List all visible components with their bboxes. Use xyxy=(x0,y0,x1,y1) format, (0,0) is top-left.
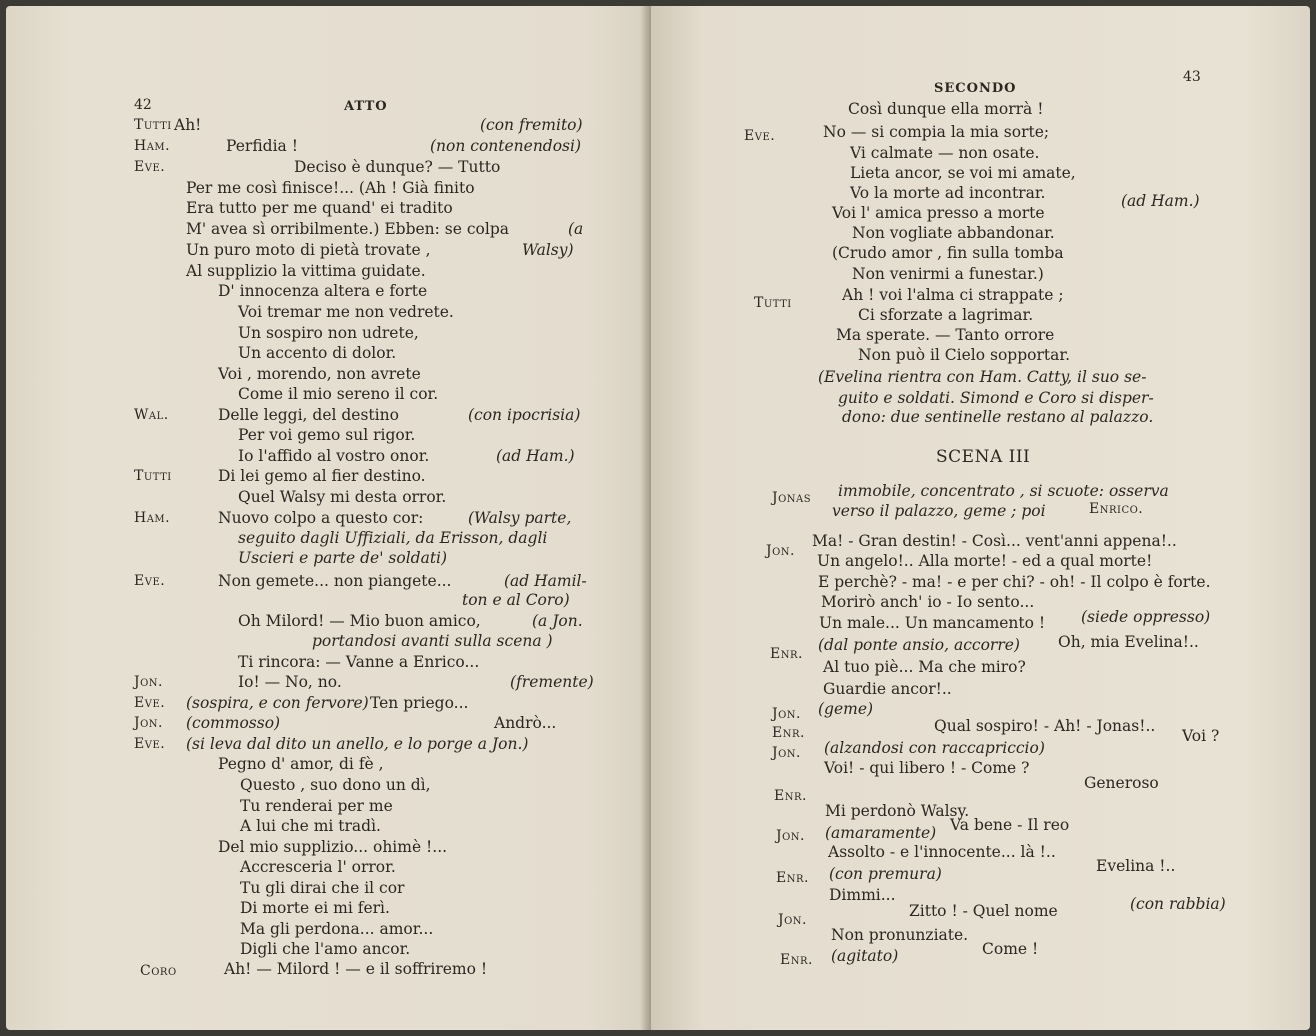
verse-line: Questo , suo dono un dì, xyxy=(240,776,431,794)
verse-line: A lui che mi tradì. xyxy=(240,817,381,835)
verse-line: Assolto - e l'innocente... là !.. xyxy=(828,843,1056,861)
verse-line: Voi ? xyxy=(1182,727,1220,745)
speaker: Coro xyxy=(140,963,177,979)
right-page xyxy=(651,6,1310,1030)
running-head: SECONDO xyxy=(934,81,1017,96)
verse-line: Mi perdonò Walsy. xyxy=(825,802,970,820)
verse-line: Un puro moto di pietà trovate , xyxy=(186,241,431,259)
verse-line: No — si compia la mia sorte; xyxy=(823,123,1050,141)
verse-line: Così dunque ella morrà ! xyxy=(848,100,1044,118)
verse-line: Al supplizio la vittima guidate. xyxy=(186,262,426,280)
verse-line: Ah ! voi l'alma ci strappate ; xyxy=(842,286,1064,304)
stage-direction: Walsy) xyxy=(522,241,574,259)
speaker: Enr. xyxy=(770,646,803,662)
verse-line: Era tutto per me quand' ei tradito xyxy=(186,199,453,217)
character-name: Enrico. xyxy=(1089,501,1144,517)
stage-direction: (siede oppresso) xyxy=(1081,608,1211,626)
verse-line: Andrò... xyxy=(494,714,557,732)
speaker: Ham. xyxy=(134,138,171,154)
stage-direction: (a xyxy=(568,220,584,238)
verse-line: Voi , morendo, non avrete xyxy=(218,365,421,383)
verse-line: E perchè? - ma! - e per chi? - oh! - Il colpo è forte. xyxy=(818,573,1211,591)
speaker: Ham. xyxy=(134,510,171,526)
stage-direction: (con fremito) xyxy=(480,116,583,134)
verse-line: Di morte ei mi ferì. xyxy=(240,899,390,917)
stage-direction: portandosi avanti sulla scena ) xyxy=(312,632,553,650)
stage-direction: immobile, concentrato , si scuote: osserva xyxy=(838,482,1169,500)
stage-direction: (geme) xyxy=(818,700,874,718)
verse-line: Nuovo colpo a questo cor: xyxy=(218,509,424,527)
verse-line: Tu gli dirai che il cor xyxy=(240,879,405,897)
speaker: Jon. xyxy=(766,543,796,559)
verse-line: M' avea sì orribilmente.) Ebben: se colpa xyxy=(186,220,509,238)
verse-line: Ah! — Milord ! — e il soffriremo ! xyxy=(224,960,488,978)
stage-direction: (con rabbia) xyxy=(1130,895,1226,913)
verse-line: Non pronunziate. xyxy=(831,926,969,944)
verse-line: Digli che l'amo ancor. xyxy=(240,940,411,958)
speaker: Jon. xyxy=(778,912,808,928)
verse-line: Quel Walsy mi desta orror. xyxy=(238,488,447,506)
page-number: 43 xyxy=(1183,69,1201,85)
speaker: Jon. xyxy=(772,745,802,761)
stage-direction: (fremente) xyxy=(510,673,594,691)
stage-direction: (Walsy parte, xyxy=(468,509,572,527)
speaker: Enr. xyxy=(776,870,809,886)
verse-line: Vi calmate — non osate. xyxy=(850,144,1040,162)
verse-line: Io! — No, no. xyxy=(238,673,342,691)
verse-line: Non può il Cielo sopportar. xyxy=(858,346,1070,364)
left-page xyxy=(6,6,651,1030)
verse-line: Al tuo piè... Ma che miro? xyxy=(823,658,1026,676)
verse-line: Come il mio sereno il cor. xyxy=(238,385,439,403)
verse-line: Per voi gemo sul rigor. xyxy=(238,426,416,444)
speaker: Jon. xyxy=(134,674,164,690)
verse-line: Lieta ancor, se voi mi amate, xyxy=(850,164,1076,182)
stage-direction: (ad Ham.) xyxy=(496,447,575,465)
stage-direction: dono: due sentinelle restano al palazzo. xyxy=(842,408,1154,426)
verse-line: Ti rincora: — Vanne a Enrico... xyxy=(238,653,480,671)
stage-direction: (si leva dal dito un anello, e lo porge a Jon.) xyxy=(186,735,529,753)
verse-line: Ma gli perdona... amor... xyxy=(240,920,434,938)
speaker: Enr. xyxy=(780,952,813,968)
verse-line: Deciso è dunque? — Tutto xyxy=(294,158,501,176)
verse-line: D' innocenza altera e forte xyxy=(218,282,428,300)
stage-direction: (Evelina rientra con Ham. Catty, il suo se- xyxy=(818,368,1147,386)
speaker: Enr. xyxy=(774,788,807,804)
verse-line: Vo la morte ad incontrar. xyxy=(850,184,1046,202)
stage-direction: guito e soldati. Simond e Coro si disper- xyxy=(838,389,1154,407)
verse-line: Generoso xyxy=(1084,774,1159,792)
verse-line: Pegno d' amor, di fè , xyxy=(218,755,384,773)
verse-line: Guardie ancor!.. xyxy=(823,680,952,698)
stage-direction: Uscieri e parte de' soldati) xyxy=(238,549,448,567)
verse-line: Del mio supplizio... ohimè !... xyxy=(218,838,448,856)
speaker: Jon. xyxy=(134,715,164,731)
verse-line: Zitto ! - Quel nome xyxy=(909,902,1058,920)
speaker: Tutti xyxy=(754,295,792,311)
stage-direction: (a Jon. xyxy=(532,612,583,630)
verse-line: Perfidia ! xyxy=(226,137,298,155)
speaker: Eve. xyxy=(134,573,166,589)
speaker: Tutti xyxy=(134,117,172,133)
stage-direction: (agitato) xyxy=(831,947,899,965)
stage-direction: (ad Ham.) xyxy=(1121,192,1200,210)
speaker: Eve. xyxy=(134,695,166,711)
verse-line: Accresceria l' orror. xyxy=(240,858,396,876)
speaker: Jon. xyxy=(772,706,802,722)
verse-line: Come ! xyxy=(982,940,1039,958)
verse-line: Ma! - Gran destin! - Così... vent'anni appena!.. xyxy=(812,532,1177,550)
verse-line: Evelina !.. xyxy=(1096,857,1176,875)
verse-line: Non venirmi a funestar.) xyxy=(852,265,1044,283)
verse-line: Morirò anch' io - Io sento... xyxy=(821,593,1035,611)
stage-direction: (dal ponte ansio, accorre) xyxy=(818,636,1020,654)
speaker: Enr. xyxy=(772,725,805,741)
speaker: Eve. xyxy=(134,736,166,752)
stage-direction: (sospira, e con fervore) xyxy=(186,694,369,712)
speaker: Jonas xyxy=(772,490,812,506)
stage-direction: ton e al Coro) xyxy=(462,591,570,609)
verse-line: (Crudo amor , fin sulla tomba xyxy=(832,244,1064,262)
verse-line: Un male... Un mancamento ! xyxy=(819,614,1046,632)
verse-line: Non gemete... non piangete... xyxy=(218,572,452,590)
verse-line: Un sospiro non udrete, xyxy=(238,324,419,342)
stage-direction: (amaramente) xyxy=(825,824,937,842)
verse-line: Ma sperate. — Tanto orrore xyxy=(836,326,1055,344)
verse-line: Dimmi... xyxy=(829,886,896,904)
verse-line: Per me così finisce!... (Ah ! Già finito xyxy=(186,179,475,197)
verse-line: Oh Milord! — Mio buon amico, xyxy=(238,612,481,630)
verse-line: Di lei gemo al fier destino. xyxy=(218,467,426,485)
scene-heading: SCENA III xyxy=(936,447,1031,467)
verse-line: Ten priego... xyxy=(370,694,469,712)
stage-direction: (con premura) xyxy=(829,865,942,883)
verse-line: Un angelo!.. Alla morte! - ed a qual morte! xyxy=(817,552,1153,570)
verse-line: Delle leggi, del destino xyxy=(218,406,399,424)
speaker: Eve. xyxy=(744,128,776,144)
verse-line: Qual sospiro! - Ah! - Jonas!.. xyxy=(934,717,1156,735)
speaker: Wal. xyxy=(134,407,169,423)
running-head: ATTO xyxy=(344,99,388,114)
speaker: Jon. xyxy=(776,828,806,844)
stage-direction: (non contenendosi) xyxy=(430,137,582,155)
page-number: 42 xyxy=(134,97,152,113)
verse-line: Tu renderai per me xyxy=(240,797,393,815)
verse-line: Non vogliate abbandonar. xyxy=(852,224,1055,242)
stage-direction: (con ipocrisia) xyxy=(468,406,581,424)
stage-direction: (alzandosi con raccapriccio) xyxy=(824,739,1045,757)
verse-line: Io l'affido al vostro onor. xyxy=(238,447,430,465)
verse-line: Ah! xyxy=(174,116,202,134)
verse-line: Ci sforzate a lagrimar. xyxy=(858,306,1034,324)
verse-line: Voi! - qui libero ! - Come ? xyxy=(824,759,1030,777)
verse-line: Un accento di dolor. xyxy=(238,344,397,362)
stage-direction: (commosso) xyxy=(186,714,281,732)
verse-line: Oh, mia Evelina!.. xyxy=(1058,633,1199,651)
verse-line: Va bene - Il reo xyxy=(950,816,1070,834)
speaker: Eve. xyxy=(134,159,166,175)
stage-direction: (ad Hamil- xyxy=(504,572,587,590)
stage-direction: verso il palazzo, geme ; poi xyxy=(832,502,1046,520)
verse-line: Voi l' amica presso a morte xyxy=(832,204,1045,222)
stage-direction: seguito dagli Uffiziali, da Erisson, dagli xyxy=(238,529,548,547)
speaker: Tutti xyxy=(134,468,172,484)
verse-line: Voi tremar me non vedrete. xyxy=(238,303,454,321)
